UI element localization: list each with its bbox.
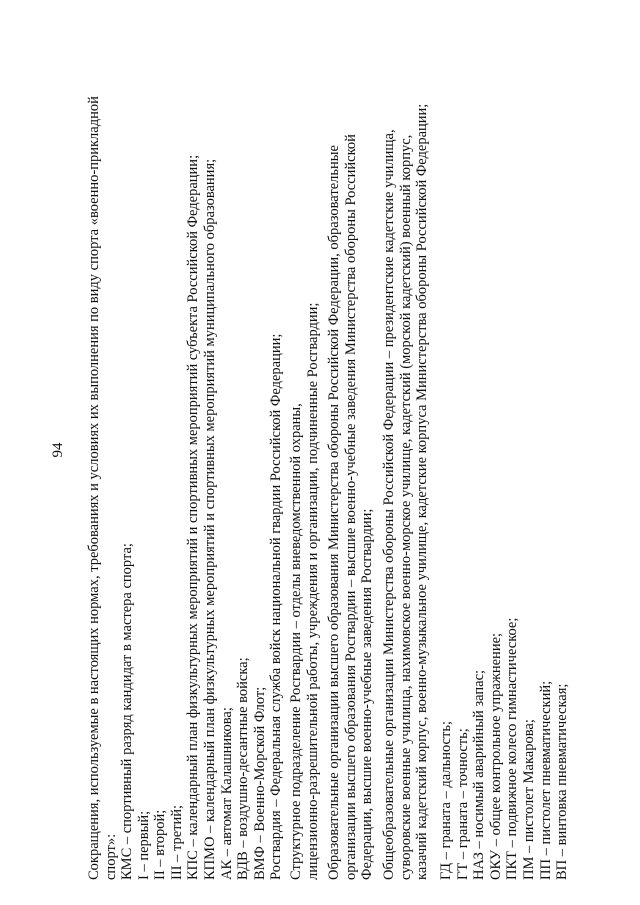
paragraph-line: Общеобразовательные организации Министерства обороны Российской Федерации – президентские кадетские училища, [381, 129, 397, 880]
abbreviation-item: КПМО – календарный план физкультурных мероприятий и спортивных мероприятий муниципального образования; [201, 158, 218, 880]
rosgvardia-units-paragraph [288, 20, 321, 880]
general-orgs-paragraph [381, 20, 431, 880]
abbreviation-item: I – первый; [135, 810, 152, 880]
abbreviation-list-1 [119, 20, 285, 880]
abbreviation-item: ВДВ – воздушно-десантные войска; [235, 657, 252, 880]
abbreviation-item: Росгвардия – Федеральная служба войск национальной гвардии Российской Федерации; [268, 333, 285, 880]
paragraph-line: казачий кадетский корпус, военно-музыкальное училище, кадетские корпуса Министерства обороны Российской Федерации; [414, 103, 431, 880]
abbreviation-item: ПКТ – подвижное колесо гимнастическое; [504, 617, 521, 880]
paragraph-line: суворовские военные училища, нахимовское военно-морское училище, кадетский (морской кадетский) военный корпус, [397, 134, 414, 880]
paragraph-line: организации высшего образования Росгвардии – высшие военно-учебные заведения Министерства обороны Российской [342, 134, 359, 880]
abbreviation-item: ПП – пистолет пневматический; [537, 680, 554, 880]
paragraph-line: Образовательные организации высшего образования Министерства обороны Российской Федерации, образовательные [326, 145, 342, 880]
abbreviation-item: НАЗ – носимый аварийный запас; [471, 669, 488, 880]
abbreviation-item: АК – автомат Калашникова; [218, 707, 235, 880]
rotated-content [50, 20, 640, 880]
abbreviation-item: ВП – винтовка пневматическая; [554, 683, 571, 880]
abbreviation-item: II – второй; [152, 809, 169, 880]
page-number: 94 [50, 442, 66, 458]
abbreviation-item: КМС – спортивный разряд кандидат в мастера спорта; [119, 543, 135, 880]
abbreviation-item: III – третий; [168, 804, 185, 880]
intro-line: спорт»: [102, 833, 119, 880]
intro-paragraph [86, 20, 119, 880]
education-orgs-paragraph [326, 20, 376, 880]
intro-line: Сокращения, используемые в настоящих нормах, требованиях и условиях их выполнения по виду спорта «военно-прикладной [86, 96, 102, 880]
abbreviation-item: ГД – граната – дальность; [438, 721, 454, 880]
paragraph-line: лицензионно-разрешительной работы, учреждения и организации, подчиненные Росгвардии; [304, 302, 321, 880]
paragraph-line: Структурное подразделение Росгвардии – отделы вневедомственной охраны, [288, 403, 304, 880]
abbreviation-list-2 [438, 20, 571, 880]
abbreviation-item: ВМФ – Военно-Морской Флот; [251, 686, 268, 880]
paragraph-line: Федерации, высшие военно-учебные заведения Росгвардии; [359, 508, 376, 880]
abbreviation-item: ГТ – граната – точность; [454, 728, 471, 880]
abbreviation-item: ПМ – пистолет Макарова; [520, 719, 537, 880]
abbreviation-item: КПС – календарный план физкультурных мероприятий и спортивных мероприятий субъекта Российской Федерации; [185, 154, 202, 880]
abbreviation-item: ОКУ – общее контрольное упражнение; [487, 632, 504, 880]
